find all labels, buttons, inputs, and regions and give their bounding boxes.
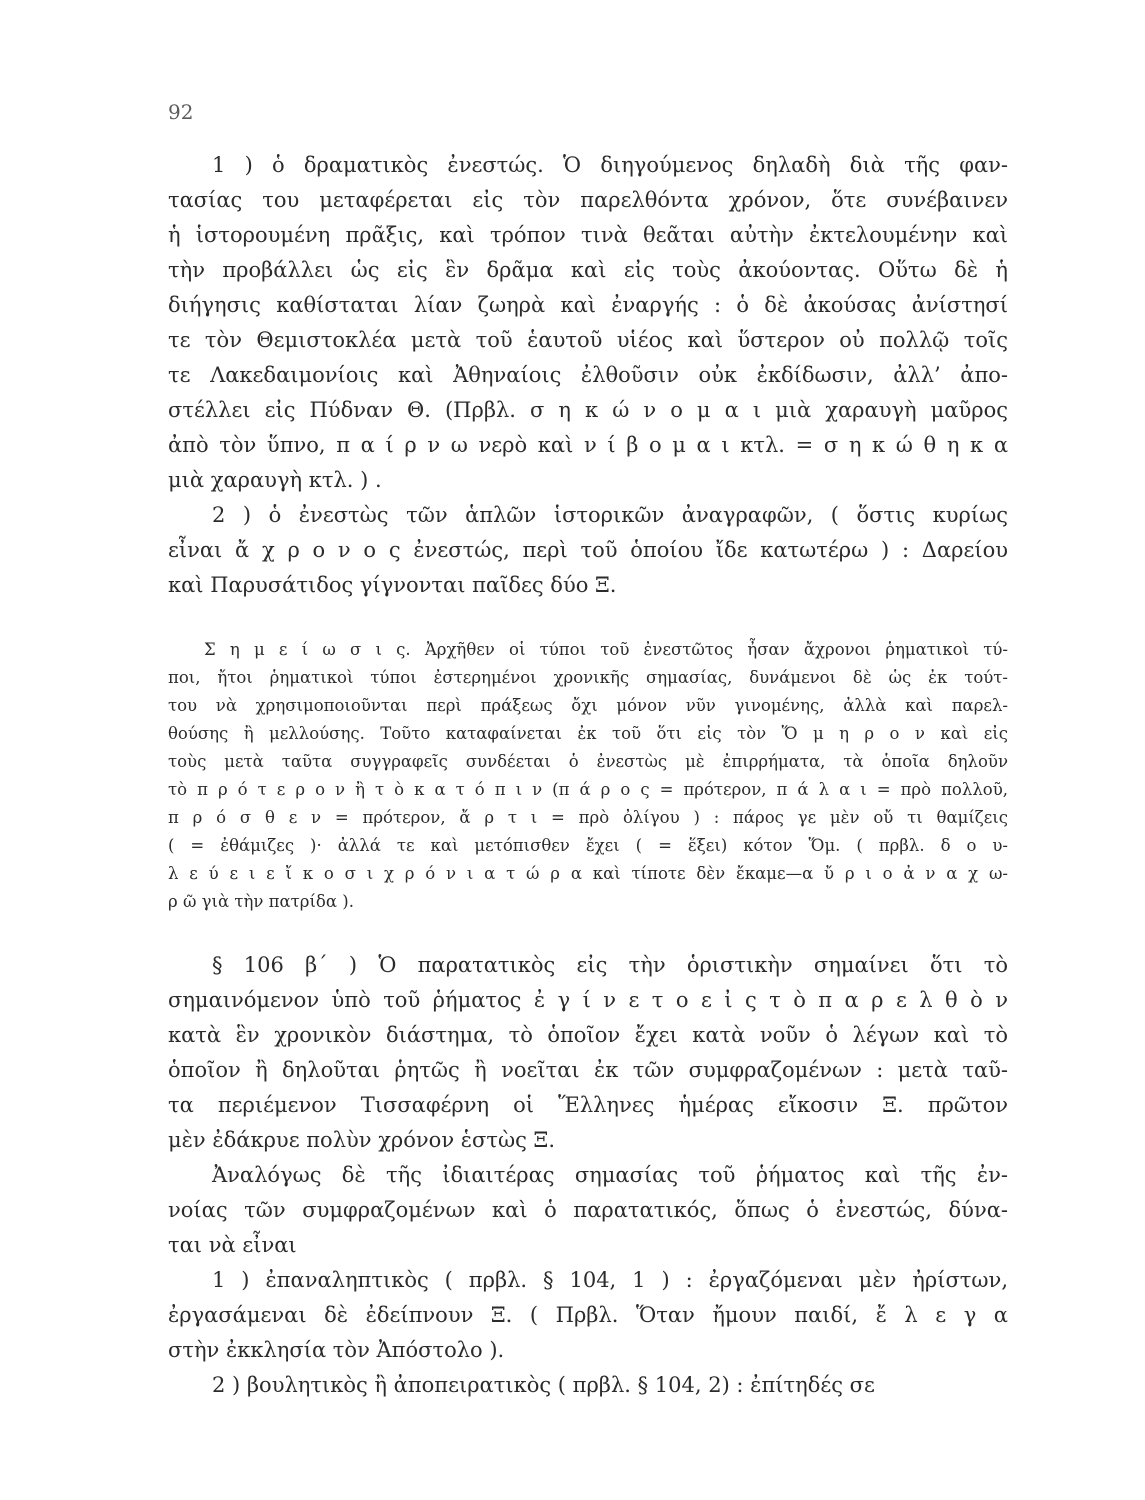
text-line: μιὰ χαραυγὴ κτλ. ) .	[168, 468, 382, 492]
text-line: ὁποῖον ἢ δηλοῦται ῥητῶς ἢ νοεῖται ἐκ τῶν συμφραζομένων : μετὰ ταῦ-	[168, 1058, 1008, 1082]
text-line: κατὰ ἓν χρονικὸν διάστημα, τὸ ὁποῖον ἔχει κατὰ νοῦν ὁ λέγων καὶ τὸ	[168, 1023, 1008, 1047]
text-line: 1 ) ὁ δραματικὸς ἐνεστώς. Ὁ διηγούμενος δηλαδὴ διὰ τῆς φαν-	[212, 153, 1008, 177]
text-line: τε Λακεδαιμονίοις καὶ Ἀθηναίοις ἐλθοῦσιν οὐκ ἐκδίδωσιν, ἀλλ’ ἀπο-	[168, 363, 1008, 387]
text-line: στέλλει εἰς Πύδναν Θ. (Πρβλ. σ η κ ώ ν ο μ α ι μιὰ χαραυγὴ μαῦρος	[168, 398, 1008, 422]
text-line: τασίας του μεταφέρεται εἰς τὸν παρελθόντα χρόνον, ὅτε συνέβαινεν	[168, 188, 1008, 212]
note-line: ( = ἐθάμιζες )· ἀλλά τε καὶ μετόπισθεν ἔχει ( = ἕξει) κότον Ὅμ. ( πρβλ. δ ο υ-	[168, 836, 1008, 855]
note-line: τὸ π ρ ό τ ε ρ ο ν ἢ τ ὸ κ α τ ό π ι ν (π ά ρ ο ς = πρότερον, π ά λ α ι = πρὸ πολλοῦ,	[168, 780, 1008, 799]
text-line: 1 ) ἐπαναληπτικὸς ( πρβλ. § 104, 1 ) : ἐργαζόμεναι μὲν ἠρίστων,	[212, 1268, 1008, 1292]
text-line: σημαινόμενον ὑπὸ τοῦ ῥήματος ἐ γ ί ν ε τ ο ε ἰ ς τ ὸ π α ρ ε λ θ ὸ ν	[168, 988, 1008, 1012]
text-line: μὲν ἐδάκρυε πολὺν χρόνον ἑστὼς Ξ.	[168, 1128, 556, 1152]
text-line: Ἀναλόγως δὲ τῆς ἰδιαιτέρας σημασίας τοῦ ῥήματος καὶ τῆς ἐν-	[212, 1163, 1008, 1187]
note-line: ποι, ἤτοι ῥηματικοὶ τύποι ἐστερημένοι χρονικῆς σημασίας, δυνάμενοι δὲ ὡς ἐκ τούτ-	[168, 668, 1008, 687]
note-line: ρ ῶ γιὰ τὴν πατρίδα ).	[168, 892, 354, 911]
text-line: § 106 β΄ ) Ὁ παρατατικὸς εἰς τὴν ὁριστικὴν σημαίνει ὅτι τὸ	[212, 953, 1008, 977]
page-number: 92	[168, 100, 194, 124]
text-line: εἶναι ἄ χ ρ ο ν ο ς ἐνεστώς, περὶ τοῦ ὁποίου ἴδε κατωτέρω ) : Δαρείου	[168, 538, 1008, 562]
note-line: λ ε ύ ε ι ε ἴ κ ο σ ι χ ρ ό ν ι α τ ώ ρ α καὶ τίποτε δὲν ἔκαμε—α ὔ ρ ι ο ἀ ν α χ ω-	[168, 864, 1008, 883]
note-line: π ρ ό σ θ ε ν = πρότερον, ἄ ρ τ ι = πρὸ ὀλίγου ) : πάρος γε μὲν οὔ τι θαμίζεις	[168, 808, 1008, 827]
text-line: 2 ) βουλητικὸς ἢ ἀποπειρατικὸς ( πρβλ. § 104, 2) : ἐπίτηδές σε	[212, 1373, 875, 1397]
text-line: καὶ Παρυσάτιδος γίγνονται παῖδες δύο Ξ.	[168, 573, 617, 597]
note-line: τοὺς μετὰ ταῦτα συγγραφεῖς συνδέεται ὁ ἐνεστὼς μὲ ἐπιρρήματα, τὰ ὁποῖα δηλοῦν	[168, 752, 1008, 771]
note-line: Σ η μ ε ί ω σ ι ς. Ἀρχῆθεν οἱ τύποι τοῦ ἐνεστῶτος ἦσαν ἄχρονοι ῥηματικοὶ τύ-	[204, 640, 1008, 659]
text-line: νοίας τῶν συμφραζομένων καὶ ὁ παρατατικός, ὅπως ὁ ἐνεστώς, δύνα-	[168, 1198, 1008, 1222]
note-line: θούσης ἢ μελλούσης. Τοῦτο καταφαίνεται ἐκ τοῦ ὅτι εἰς τὸν Ὅ μ η ρ ο ν καὶ εἰς	[168, 724, 1008, 743]
text-line: ἐργασάμεναι δὲ ἐδείπνουν Ξ. ( Πρβλ. Ὅταν ἤμουν παιδί, ἔ λ ε γ α	[168, 1303, 1008, 1327]
note-block	[168, 636, 1008, 916]
text-line: διήγησις καθίσταται λίαν ζωηρὰ καὶ ἐναργής : ὁ δὲ ἀκούσας ἀνίστησί	[168, 293, 1008, 317]
section-present-tense	[168, 148, 1008, 603]
text-line: τα περιέμενον Τισσαφέρνη οἱ Ἕλληνες ἡμέρας εἴκοσιν Ξ. πρῶτον	[168, 1093, 1008, 1117]
section-imperfect-tense	[168, 948, 1008, 1403]
text-line: ται νὰ εἶναι	[168, 1233, 297, 1257]
note-line: του νὰ χρησιμοποιοῦνται περὶ πράξεως ὄχι μόνον νῦν γινομένης, ἀλλὰ καὶ παρελ-	[168, 696, 1008, 715]
text-line: τὴν προβάλλει ὡς εἰς ἓν δρᾶμα καὶ εἰς τοὺς ἀκούοντας. Οὕτω δὲ ἡ	[168, 258, 1008, 282]
text-line: τε τὸν Θεμιστοκλέα μετὰ τοῦ ἑαυτοῦ υἱέος καὶ ὕστερον οὐ πολλῷ τοῖς	[168, 328, 1008, 352]
text-line: 2 ) ὁ ἐνεστὼς τῶν ἁπλῶν ἱστορικῶν ἀναγραφῶν, ( ὅστις κυρίως	[212, 503, 1008, 527]
text-line: ἀπὸ τὸν ὕπνο, π α ί ρ ν ω νερὸ καὶ ν ί β ο μ α ι κτλ. = σ η κ ώ θ η κ α	[168, 433, 1008, 457]
text-line: στὴν ἐκκλησία τὸν Ἀπόστολο ).	[168, 1338, 505, 1362]
text-line: ἡ ἱστορουμένη πρᾶξις, καὶ τρόπον τινὰ θεᾶται αὐτὴν ἐκτελουμένην καὶ	[168, 223, 1008, 247]
